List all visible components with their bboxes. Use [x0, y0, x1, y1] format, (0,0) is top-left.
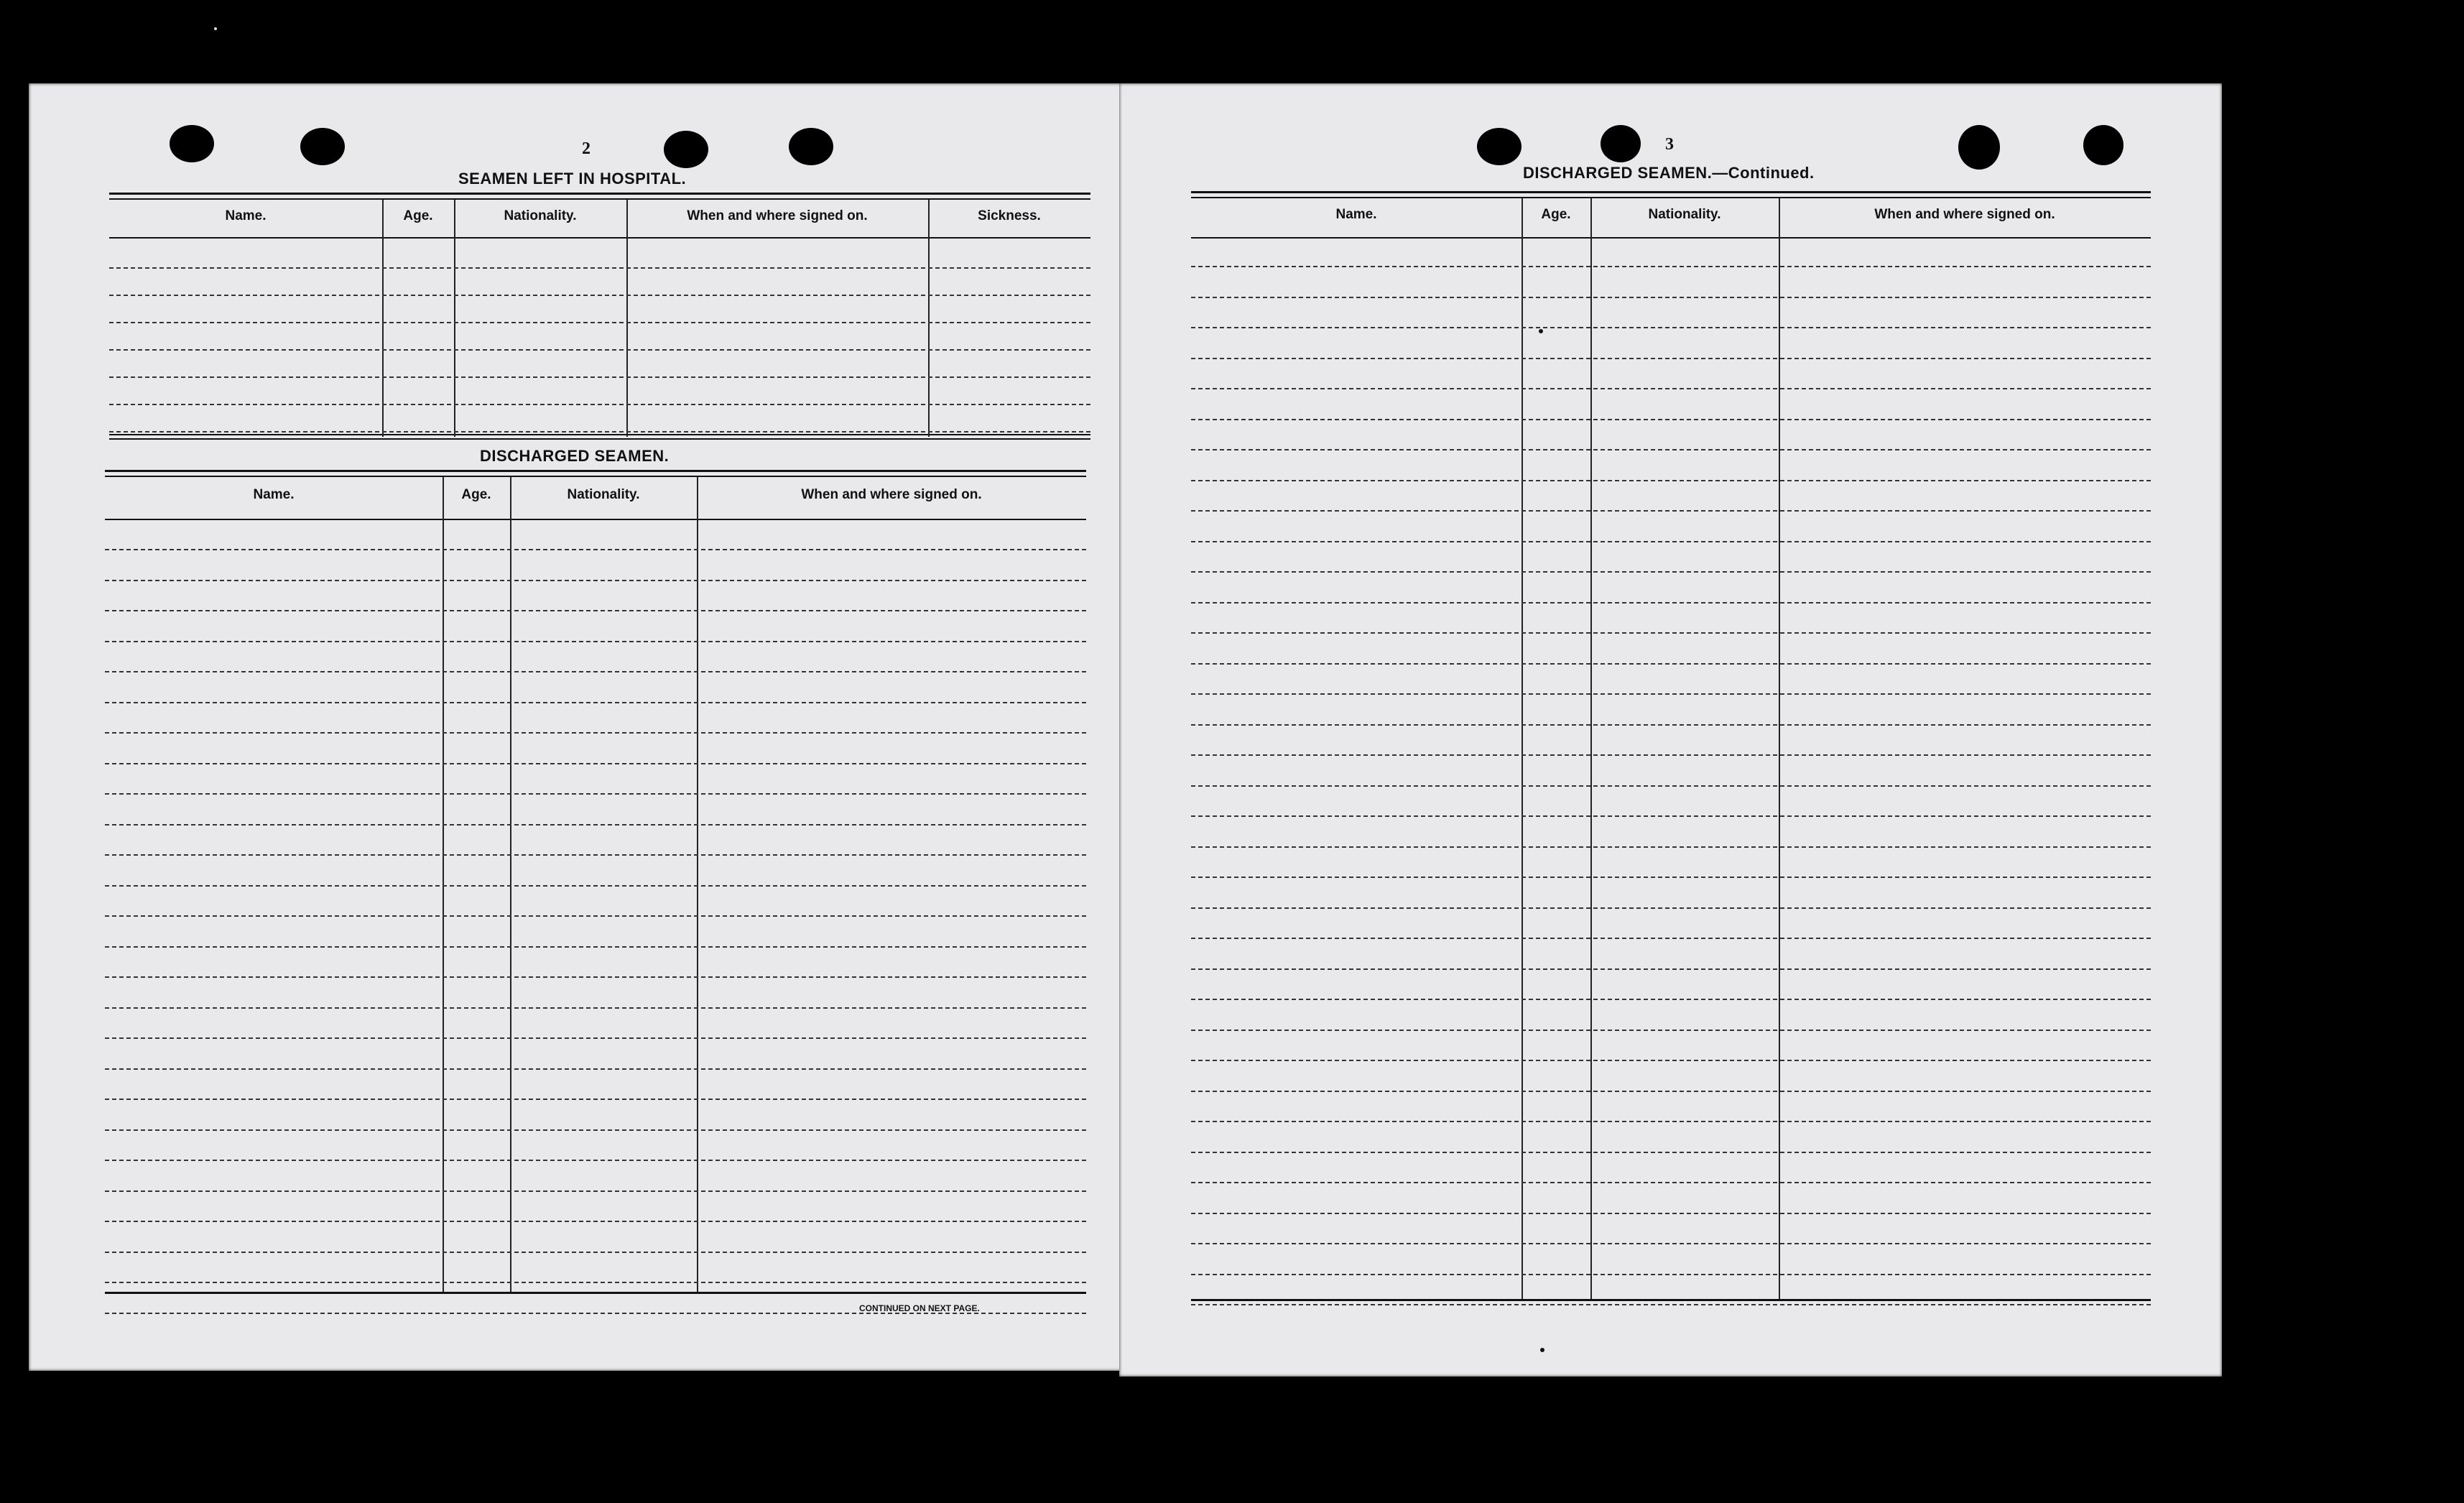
- page-number: 2: [582, 139, 590, 158]
- ledger-row-line: [1191, 632, 2151, 634]
- ledger-row-line: [109, 404, 1090, 405]
- ink-dot: [1540, 1348, 1544, 1352]
- punch-hole: [1601, 125, 1641, 162]
- ledger-row-line: [1191, 327, 2151, 328]
- ink-dot: [1539, 329, 1543, 333]
- punch-hole: [1477, 128, 1522, 165]
- ledger-row-line: [105, 580, 1086, 581]
- ledger-row-line: [1191, 1213, 2151, 1214]
- ledger-row-line: [1191, 510, 2151, 512]
- ledger-row-line: [105, 702, 1086, 703]
- ledger-row-line: [1191, 297, 2151, 298]
- ledger-row-line: [105, 1221, 1086, 1222]
- ledger-row-line: [105, 976, 1086, 978]
- ledger-row-line: [1191, 693, 2151, 695]
- ledger-row-line: [1191, 266, 2151, 267]
- discharged-section-heading: DISCHARGED SEAMEN.: [480, 447, 670, 465]
- ledger-row-line: [1191, 785, 2151, 787]
- continued-note: CONTINUED ON NEXT PAGE.: [859, 1303, 980, 1313]
- ledger-row-line: [1191, 1274, 2151, 1275]
- ledger-row-line: [105, 641, 1086, 642]
- ledger-row-line: [1191, 663, 2151, 665]
- ledger-row-line: [1191, 1243, 2151, 1244]
- ledger-row-line: [109, 267, 1090, 269]
- ledger-row-line: [105, 763, 1086, 764]
- ledger-row-line: [1191, 1091, 2151, 1092]
- ledger-row-line: [1191, 1121, 2151, 1122]
- ledger-row-line: [1191, 1030, 2151, 1031]
- ledger-row-line: [1191, 938, 2151, 939]
- ledger-row-line: [105, 549, 1086, 550]
- right-page: [1119, 83, 2222, 1377]
- column-header-when-where: When and where signed on.: [801, 487, 982, 502]
- ledger-row-line: [105, 946, 1086, 948]
- ledger-row-line: [105, 1252, 1086, 1253]
- ledger-row-line: [1191, 754, 2151, 756]
- ledger-row-line: [105, 610, 1086, 611]
- ledger-row-line: [105, 1007, 1086, 1009]
- ledger-row-line: [105, 1068, 1086, 1070]
- ledger-row-line: [1191, 419, 2151, 420]
- ledger-row-line: [1191, 571, 2151, 573]
- punch-hole: [664, 131, 708, 168]
- punch-hole: [789, 128, 833, 165]
- ledger-row-line: [105, 793, 1086, 795]
- ledger-row-line: [1191, 358, 2151, 359]
- ledger-row-line: [1191, 388, 2151, 389]
- ledger-row-line: [105, 1190, 1086, 1192]
- column-header-age: Age.: [403, 208, 433, 223]
- ledger-row-line: [1191, 602, 2151, 603]
- ledger-row-line: [1191, 724, 2151, 726]
- discharged-table: [105, 470, 1086, 1296]
- ledger-row-line: [1191, 480, 2151, 481]
- ledger-row-line: [105, 915, 1086, 917]
- ledger-row-line: [1191, 877, 2151, 878]
- ledger-row-line: [105, 732, 1086, 734]
- ledger-row-line: [105, 1129, 1086, 1131]
- column-header-age: Age.: [1541, 207, 1571, 222]
- ledger-row-line: [1191, 846, 2151, 848]
- ledger-row-line: [105, 1037, 1086, 1039]
- punch-hole: [1958, 125, 2000, 170]
- ledger-row-line: [1191, 815, 2151, 817]
- punch-hole: [170, 125, 214, 162]
- column-header-nationality: Nationality.: [504, 208, 577, 223]
- ledger-row-line: [109, 322, 1090, 323]
- ink-dot: [214, 27, 217, 30]
- column-header-name: Name.: [1335, 207, 1377, 222]
- page-number: 3: [1665, 135, 1674, 154]
- discharged-continued-heading: DISCHARGED SEAMEN.—Continued.: [1523, 164, 1815, 182]
- ledger-row-line: [1191, 968, 2151, 970]
- ledger-row-line: [109, 376, 1090, 378]
- ledger-row-line: [109, 295, 1090, 296]
- column-header-age: Age.: [461, 487, 491, 502]
- ledger-row-line: [1191, 999, 2151, 1000]
- column-header-when-where: When and where signed on.: [687, 208, 868, 223]
- ledger-row-line: [1191, 907, 2151, 909]
- ledger-row-line: [1191, 1304, 2151, 1305]
- ledger-row-line: [105, 854, 1086, 856]
- ledger-row-line: [1191, 1182, 2151, 1183]
- hospital-section-heading: SEAMEN LEFT IN HOSPITAL.: [458, 170, 687, 188]
- ledger-row-line: [105, 671, 1086, 672]
- punch-hole: [300, 128, 345, 165]
- ledger-row-line: [105, 885, 1086, 887]
- ledger-row-line: [1191, 1152, 2151, 1153]
- column-header-sickness: Sickness.: [978, 208, 1041, 223]
- column-header-nationality: Nationality.: [1648, 207, 1721, 222]
- hospital-table: [109, 193, 1090, 441]
- column-header-name: Name.: [225, 208, 267, 223]
- ledger-row-line: [105, 1160, 1086, 1161]
- column-header-name: Name.: [253, 487, 295, 502]
- left-page: [29, 83, 1135, 1371]
- ledger-row-line: [1191, 449, 2151, 450]
- ledger-row-line: [105, 1099, 1086, 1100]
- column-header-when-where: When and where signed on.: [1874, 207, 2055, 222]
- discharged-continued-table: [1191, 191, 2151, 1303]
- ledger-row-line: [105, 824, 1086, 826]
- column-header-nationality: Nationality.: [567, 487, 640, 502]
- ledger-row-line: [1191, 1060, 2151, 1061]
- ledger-row-line: [109, 349, 1090, 351]
- ledger-row-line: [1191, 541, 2151, 542]
- ledger-row-line: [109, 431, 1090, 433]
- punch-hole: [2083, 125, 2123, 165]
- ledger-row-line: [105, 1282, 1086, 1283]
